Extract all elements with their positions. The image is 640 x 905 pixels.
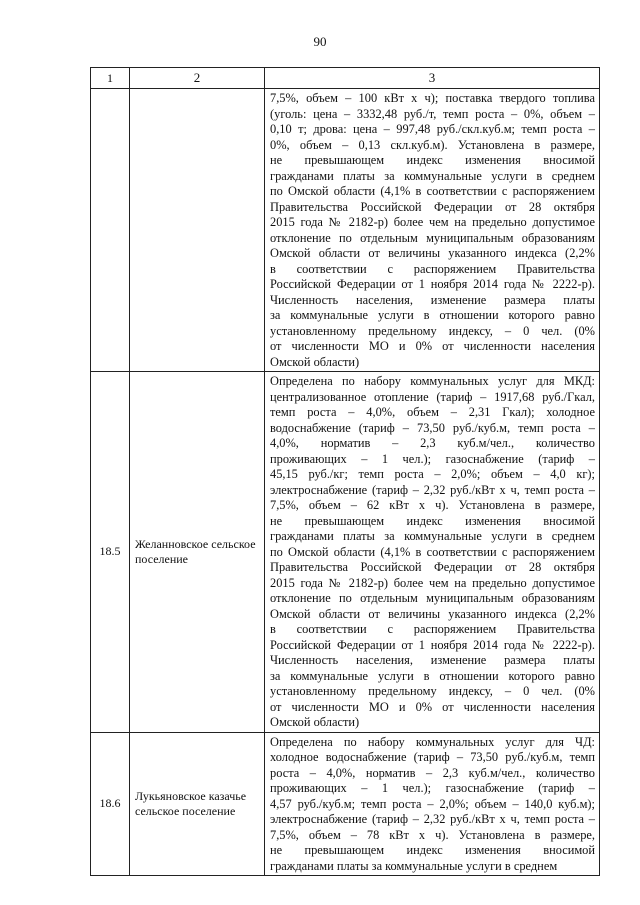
description-line: темп роста – 4,0%, объем – 2,31 Гкал); холодное bbox=[270, 405, 595, 419]
description-line: 4,0%, норматив – 2,3 куб.м/чел., количество bbox=[270, 436, 595, 450]
description-cell bbox=[265, 89, 600, 372]
description-line: холодное водоснабжение (тариф – 73,50 руб./куб.м, темп bbox=[270, 750, 595, 764]
description-line: не превышающем индекс изменения вносимой bbox=[270, 153, 595, 167]
municipal-index-table bbox=[90, 67, 600, 876]
description-line: Омской области) bbox=[270, 715, 360, 729]
description-line: Правительства Российской Федерации от 28 октября bbox=[270, 560, 595, 574]
description-line: (уголь: цена – 3332,48 руб./т, темп роста – 0%, объем – bbox=[270, 106, 595, 121]
description-line: водоснабжение (тариф – 73,50 руб./куб.м, темп роста – bbox=[270, 420, 595, 435]
description-line: от численности МО и 0% от численности населения bbox=[270, 699, 595, 714]
description-line: отклонение по отдельным муниципальным образованиям bbox=[270, 591, 595, 605]
header-col-1: 1 bbox=[91, 68, 130, 89]
description-line: Численность населения, изменение размера платы bbox=[270, 292, 595, 307]
description-line: 2015 года № 2182-р) более чем на предельно допустимое bbox=[270, 575, 595, 590]
description-line: установленному предельному индексу, – 0 чел. (0% bbox=[270, 323, 595, 338]
description-line: 7,5%, объем – 100 кВт х ч); поставка твердого топлива bbox=[270, 91, 595, 105]
description-line: в соответствии с распоряжением Правительства bbox=[270, 261, 595, 276]
description-line: Определена по набору коммунальных услуг для МКД: bbox=[270, 374, 595, 388]
settlement-name bbox=[130, 89, 265, 372]
description-line: за коммунальные услуги в отношении которого равно bbox=[270, 668, 595, 683]
row-number bbox=[91, 89, 130, 372]
description-line: проживающих – 1 чел.); газоснабжение (тариф – bbox=[270, 781, 595, 795]
description-cell bbox=[265, 372, 600, 733]
description-line: не превышающем индекс изменения вносимой bbox=[270, 513, 595, 528]
header-col-3: 3 bbox=[265, 68, 600, 89]
description-cell bbox=[265, 732, 600, 876]
description-line: за коммунальные услуги в отношении которого равно bbox=[270, 308, 595, 322]
row-number: 18.6 bbox=[91, 732, 130, 876]
description-line: по Омской области (4,1% в соответствии с распоряжением bbox=[270, 184, 595, 198]
description-line: Российской Федерации от 1 ноября 2014 года № 2222-р). bbox=[270, 277, 595, 291]
row-number: 18.5 bbox=[91, 372, 130, 733]
description-line: отклонение по отдельным муниципальным образованиям bbox=[270, 230, 595, 245]
description-line: не превышающем индекс изменения вносимой bbox=[270, 843, 595, 857]
description-line: Омской области от величины указанного индекса (2,2% bbox=[270, 606, 595, 621]
description-line: 7,5%, объем – 78 кВт х ч). Установлена в размере, bbox=[270, 827, 595, 842]
description-line: 4,57 руб./куб.м; темп роста – 2,0%; объем – 140,0 куб.м); bbox=[270, 796, 595, 811]
table-header-row bbox=[91, 68, 600, 89]
description-line: проживающих – 1 чел.); газоснабжение (тариф – bbox=[270, 451, 595, 466]
description-line: Правительства Российской Федерации от 28 октября bbox=[270, 199, 595, 214]
description-line: Численность населения, изменение размера платы bbox=[270, 653, 595, 667]
description-line: гражданами платы за коммунальные услуги в среднем bbox=[270, 858, 558, 873]
description-line: централизованное отопление (тариф – 1917,68 руб./Гкал, bbox=[270, 389, 595, 404]
description-line: в соответствии с распоряжением Правительства bbox=[270, 622, 595, 636]
description-line: роста – 4,0%, норматив – 2,3 куб.м/чел., количество bbox=[270, 765, 595, 780]
description-line: Российской Федерации от 1 ноября 2014 года № 2222-р). bbox=[270, 637, 595, 652]
description-line: 2015 года № 2182-р) более чем на предельно допустимое bbox=[270, 215, 595, 229]
description-line: Омской области от величины указанного индекса (2,2% bbox=[270, 246, 595, 260]
description-line: 0,10 т; дрова: цена – 997,48 руб./скл.куб.м; темп роста – bbox=[270, 122, 595, 136]
description-line: гражданами платы за коммунальные услуги в среднем bbox=[270, 168, 595, 183]
description-line: электроснабжение (тариф – 2,32 руб./кВт х ч, темп роста – bbox=[270, 482, 595, 497]
description-line: по Омской области (4,1% в соответствии с распоряжением bbox=[270, 544, 595, 559]
description-line: Определена по набору коммунальных услуг для ЧД: bbox=[270, 734, 595, 749]
table-row bbox=[91, 732, 600, 876]
description-line: установленному предельному индексу, – 0 чел. (0% bbox=[270, 684, 595, 698]
page-number: 90 bbox=[313, 34, 327, 49]
description-line: 0%, объем – 0,13 скл.куб.м). Установлена в размере, bbox=[270, 137, 595, 152]
description-line: от численности МО и 0% от численности населения bbox=[270, 339, 595, 353]
table-row bbox=[91, 372, 600, 733]
description-line: гражданами платы за коммунальные услуги в среднем bbox=[270, 529, 595, 543]
description-line: 7,5%, объем – 62 кВт х ч). Установлена в размере, bbox=[270, 498, 595, 512]
description-line: электроснабжение (тариф – 2,32 руб./кВт х ч, темп роста – bbox=[270, 812, 595, 826]
table-body bbox=[91, 89, 600, 876]
settlement-name: Желанновское сельское поселение bbox=[130, 372, 265, 733]
description-line: 45,15 руб./кг; темп роста – 2,0%; объем – 4,0 кг); bbox=[270, 467, 595, 481]
table-row bbox=[91, 89, 600, 372]
header-col-2: 2 bbox=[130, 68, 265, 89]
settlement-name: Лукьяновское казачье сельское поселение bbox=[130, 732, 265, 876]
description-line: Омской области) bbox=[270, 354, 360, 369]
